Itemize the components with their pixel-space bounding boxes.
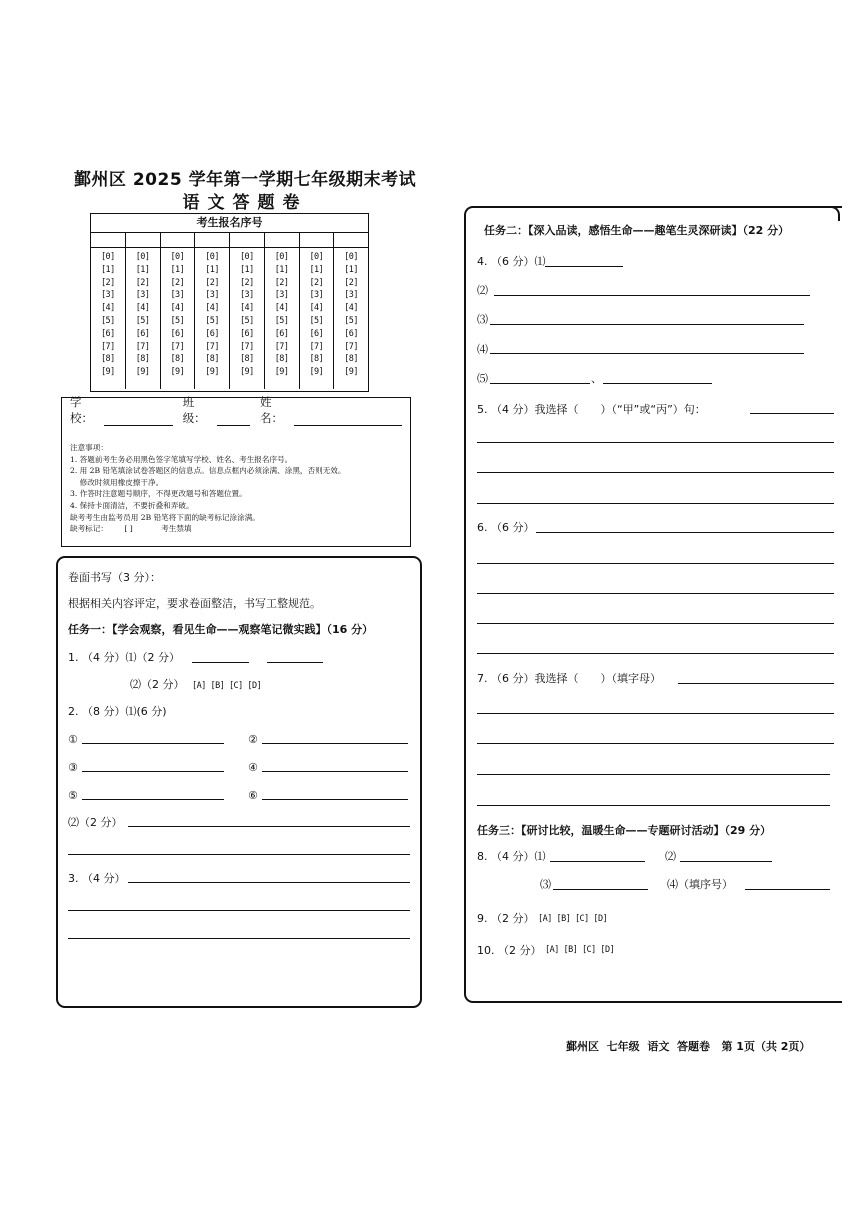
q7-answer-line[interactable] xyxy=(477,805,830,806)
exam-number-bubble[interactable]: [7] xyxy=(309,341,324,352)
q5-answer-line[interactable] xyxy=(750,413,834,414)
exam-number-bubble[interactable]: [7] xyxy=(170,341,185,352)
q2-answer-1[interactable] xyxy=(82,743,224,744)
q6-answer-line[interactable] xyxy=(477,563,834,564)
q5-answer-line[interactable] xyxy=(477,442,834,443)
q2-answer-5[interactable] xyxy=(82,799,224,800)
note-line: 2. 用 2B 铅笔填涂试卷答题区的信息点。信息点框内必须涂满、涂黑，否则无效。 xyxy=(70,466,346,476)
exam-number-bubble[interactable]: [8] xyxy=(309,354,324,365)
absent-note: 考生禁填 xyxy=(161,524,192,534)
exam-number-column xyxy=(265,248,300,389)
exam-number-bubble[interactable]: [4] xyxy=(274,303,289,314)
exam-number-label: 考生报名序号 xyxy=(91,214,368,233)
exam-number-write-cell[interactable] xyxy=(230,233,265,247)
q7-answer-line[interactable] xyxy=(678,683,834,684)
q7-answer-line[interactable] xyxy=(477,743,834,744)
exam-number-column xyxy=(126,248,161,389)
q10-options[interactable]: [A] [B] [C] [D] xyxy=(545,945,615,955)
exam-number-bubble[interactable]: [6] xyxy=(309,328,324,339)
note-line: 1. 答题前考生务必用黑色签字笔填写学校、姓名、考生报名序号。 xyxy=(70,454,293,464)
exam-number-write-cell[interactable] xyxy=(265,233,300,247)
q8-2-label: ⑵ xyxy=(665,850,676,863)
q8-2-answer[interactable] xyxy=(680,861,772,862)
absent-label: 缺考标记： xyxy=(70,524,108,534)
exam-number-bubble[interactable]: [1] xyxy=(344,264,359,275)
exam-number-bubble[interactable]: [2] xyxy=(274,277,289,288)
note-line: 缺考考生由监考员用 2B 铅笔将下面的缺考标记涂涂满。 xyxy=(70,512,260,522)
exam-number-bubble[interactable]: [9] xyxy=(170,367,185,378)
exam-number-bubble[interactable]: [1] xyxy=(309,264,324,275)
q6-answer-line[interactable] xyxy=(477,623,834,624)
q7-answer-line[interactable] xyxy=(477,713,834,714)
exam-number-write-cell[interactable] xyxy=(161,233,196,247)
q1-2-label: ⑵（2 分） xyxy=(130,678,185,691)
exam-number-grid xyxy=(90,213,369,392)
exam-number-bubble[interactable]: [9] xyxy=(274,367,289,378)
exam-number-bubble[interactable]: [7] xyxy=(274,341,289,352)
q6-answer-line[interactable] xyxy=(536,532,834,533)
exam-number-bubble[interactable]: [6] xyxy=(239,328,254,339)
exam-number-bubble[interactable]: [5] xyxy=(100,315,115,326)
q5-answer-line[interactable] xyxy=(477,503,834,504)
exam-number-bubble[interactable]: [8] xyxy=(100,354,115,365)
exam-number-write-cell[interactable] xyxy=(126,233,161,247)
exam-number-bubble[interactable]: [9] xyxy=(344,367,359,378)
absent-mark-row xyxy=(70,523,402,535)
q4-mark-2: ⑵ xyxy=(477,284,488,297)
q2-mark-1: ① xyxy=(68,733,78,746)
exam-number-bubble[interactable]: [5] xyxy=(309,315,324,326)
q10-label: 10. （2 分） xyxy=(477,944,542,957)
exam-number-bubble[interactable]: [7] xyxy=(135,341,150,352)
q4-mark-5: ⑸ xyxy=(477,372,488,385)
exam-number-bubble[interactable]: [2] xyxy=(239,277,254,288)
exam-number-bubble[interactable]: [0] xyxy=(274,252,289,262)
q2-answer-6[interactable] xyxy=(262,799,408,800)
q2-2-label: ⑵（2 分） xyxy=(68,816,123,829)
exam-number-bubble[interactable]: [8] xyxy=(239,354,254,365)
exam-number-write-cell[interactable] xyxy=(91,233,126,247)
exam-number-bubble[interactable]: [2] xyxy=(135,277,150,288)
exam-number-bubble[interactable]: [1] xyxy=(170,264,185,275)
q6-label: 6. （6 分） xyxy=(477,521,535,534)
q3-answer-line[interactable] xyxy=(68,910,410,911)
exam-number-bubble[interactable]: [5] xyxy=(274,315,289,326)
exam-number-bubble[interactable]: [5] xyxy=(239,315,254,326)
exam-number-bubble[interactable]: [3] xyxy=(170,290,185,301)
exam-number-bubble[interactable]: [1] xyxy=(239,264,254,275)
exam-number-bubble[interactable]: [7] xyxy=(205,341,220,352)
exam-number-bubble[interactable]: [9] xyxy=(100,367,115,378)
exam-number-bubble[interactable]: [4] xyxy=(309,303,324,314)
q6-answer-line[interactable] xyxy=(477,653,834,654)
exam-number-column xyxy=(230,248,265,389)
exam-number-bubble[interactable]: [1] xyxy=(135,264,150,275)
q8-1-answer[interactable] xyxy=(550,861,645,862)
school-label: 学校： xyxy=(70,395,93,425)
q8-4-label: ⑷（填序号） xyxy=(667,878,733,891)
exam-number-bubble[interactable]: [0] xyxy=(135,252,150,262)
q3-answer-line[interactable] xyxy=(128,882,410,883)
exam-number-bubble[interactable]: [0] xyxy=(170,252,185,262)
exam-number-bubble[interactable]: [4] xyxy=(344,303,359,314)
exam-number-bubble[interactable]: [5] xyxy=(170,315,185,326)
q2-mark-5: ⑤ xyxy=(68,789,78,802)
q2-answer-2[interactable] xyxy=(262,743,408,744)
q4-separator: 、 xyxy=(591,372,602,385)
q2-mark-3: ③ xyxy=(68,761,78,774)
q5-answer-line[interactable] xyxy=(477,472,834,473)
note-line: 4. 保持卡面清洁，不要折叠和弄破。 xyxy=(70,500,194,510)
q8-1-label: 8. （4 分）⑴ xyxy=(477,850,546,863)
q3-label: 3. （4 分） xyxy=(68,872,126,885)
exam-title: 鄞州区 2025 学年第一学期七年级期末考试 xyxy=(73,170,417,190)
note-line: 修改时须用橡皮擦干净。 xyxy=(70,477,164,487)
absent-checkbox[interactable]: [ ] xyxy=(124,524,133,534)
q6-answer-line[interactable] xyxy=(477,593,834,594)
exam-number-bubble[interactable]: [5] xyxy=(344,315,359,326)
exam-number-bubble[interactable]: [0] xyxy=(100,252,115,262)
q9-label: 9. （2 分） xyxy=(477,912,535,925)
school-field[interactable] xyxy=(104,413,173,426)
exam-number-bubble[interactable]: [6] xyxy=(344,328,359,339)
q4-4-answer[interactable] xyxy=(490,353,804,354)
notes-title: 注意事项： xyxy=(70,443,108,452)
q8-4-answer[interactable] xyxy=(745,889,830,890)
exam-number-bubble[interactable]: [9] xyxy=(135,367,150,378)
exam-number-bubble[interactable]: [3] xyxy=(100,290,115,301)
exam-number-bubble[interactable]: [7] xyxy=(344,341,359,352)
exam-number-bubble[interactable]: [4] xyxy=(100,303,115,314)
exam-number-write-cell[interactable] xyxy=(195,233,230,247)
exam-number-bubble[interactable]: [0] xyxy=(239,252,254,262)
exam-number-bubble[interactable]: [9] xyxy=(205,367,220,378)
exam-number-bubble[interactable]: [7] xyxy=(239,341,254,352)
q2-mark-2: ② xyxy=(248,733,258,746)
exam-number-bubble[interactable]: [5] xyxy=(205,315,220,326)
exam-number-bubble[interactable]: [9] xyxy=(309,367,324,378)
q8-3-label: ⑶ xyxy=(540,878,551,891)
q2-mark-4: ④ xyxy=(248,761,258,774)
exam-number-bubble[interactable]: [0] xyxy=(309,252,324,262)
notes xyxy=(70,442,402,535)
exam-number-column xyxy=(195,248,230,389)
q4-mark-4: ⑷ xyxy=(477,343,488,356)
exam-number-bubble[interactable]: [7] xyxy=(100,341,115,352)
q1-1-label: 1. （4 分）⑴（2 分） xyxy=(68,651,180,664)
q7-answer-line[interactable] xyxy=(477,774,830,775)
q4-mark-3: ⑶ xyxy=(477,313,488,326)
exam-subtitle: 语文答题卷 xyxy=(182,193,308,213)
handwriting-desc: 根据相关内容评定，要求卷面整洁，书写工整规范。 xyxy=(68,597,321,610)
exam-number-bubble[interactable]: [3] xyxy=(344,290,359,301)
q8-3-answer[interactable] xyxy=(553,889,648,890)
exam-number-bubble[interactable]: [3] xyxy=(239,290,254,301)
exam-number-column xyxy=(300,248,335,389)
exam-number-bubble[interactable]: [3] xyxy=(205,290,220,301)
name-label: 姓名： xyxy=(260,395,283,425)
task2-title: 任务二：【深入品读，感悟生命——趣笔生灵深研读】（22 分） xyxy=(484,224,790,237)
exam-number-bubble[interactable]: [8] xyxy=(205,354,220,365)
exam-number-bubble[interactable]: [1] xyxy=(274,264,289,275)
task1-title: 任务一：【学会观察，看见生命——观察笔记微实践】（16 分） xyxy=(68,623,374,636)
student-info-box xyxy=(61,397,411,547)
exam-number-bubble[interactable]: [2] xyxy=(205,277,220,288)
exam-number-bubble[interactable]: [4] xyxy=(170,303,185,314)
q2-answer-4[interactable] xyxy=(262,771,408,772)
right-answer-panel xyxy=(464,206,842,1003)
q4-3-answer[interactable] xyxy=(490,324,804,325)
q1-2-options[interactable]: [A] [B] [C] [D] xyxy=(192,681,262,691)
q2-2-answer-line[interactable] xyxy=(128,826,410,827)
exam-number-bubble[interactable]: [6] xyxy=(170,328,185,339)
exam-number-bubble[interactable]: [0] xyxy=(205,252,220,262)
note-line: 3. 作答时注意题号顺序，不得更改题号和答题位置。 xyxy=(70,489,247,499)
q7-label: 7. （6 分）我选择（ ）（填字母） xyxy=(477,672,661,685)
exam-number-bubble[interactable]: [2] xyxy=(100,277,115,288)
exam-number-column xyxy=(91,248,126,389)
exam-number-bubble[interactable]: [0] xyxy=(344,252,359,262)
q5-label: 5. （4 分）我选择（ ）（“甲”或“丙”）句： xyxy=(477,403,706,416)
exam-number-write-cell[interactable] xyxy=(300,233,335,247)
q9-options[interactable]: [A] [B] [C] [D] xyxy=(538,914,608,924)
exam-number-bubble[interactable]: [2] xyxy=(309,277,324,288)
q1-1-answer-b[interactable] xyxy=(267,662,323,663)
exam-number-bubble[interactable]: [6] xyxy=(205,328,220,339)
exam-number-bubble-columns xyxy=(91,248,368,389)
exam-number-bubble[interactable]: [8] xyxy=(170,354,185,365)
student-info-row xyxy=(70,395,402,426)
q2-label: 2. （8 分）⑴(6 分) xyxy=(68,705,167,718)
exam-number-bubble[interactable]: [8] xyxy=(274,354,289,365)
exam-number-bubble[interactable]: [2] xyxy=(344,277,359,288)
exam-number-bubble[interactable]: [8] xyxy=(135,354,150,365)
name-field[interactable] xyxy=(294,413,402,426)
exam-number-bubble[interactable]: [4] xyxy=(239,303,254,314)
q2-2-answer-line[interactable] xyxy=(68,854,410,855)
class-field[interactable] xyxy=(217,413,250,426)
exam-number-bubble[interactable]: [6] xyxy=(100,328,115,339)
exam-number-write-row xyxy=(91,233,368,248)
exam-number-bubble[interactable]: [6] xyxy=(274,328,289,339)
exam-number-column xyxy=(161,248,196,389)
exam-number-bubble[interactable]: [5] xyxy=(135,315,150,326)
exam-number-bubble[interactable]: [3] xyxy=(135,290,150,301)
exam-number-column xyxy=(334,248,368,389)
q4-5-answer-a[interactable] xyxy=(490,383,590,384)
exam-number-bubble[interactable]: [3] xyxy=(309,290,324,301)
task3-title: 任务三：【研讨比较，温暖生命——专题研讨活动】（29 分） xyxy=(477,824,772,837)
exam-number-write-cell[interactable] xyxy=(334,233,368,247)
exam-number-bubble[interactable]: [3] xyxy=(274,290,289,301)
page-footer: 鄞州区 七年级 语文 答题卷 第 1页（共 2页） xyxy=(566,1040,811,1053)
exam-number-bubble[interactable]: [2] xyxy=(170,277,185,288)
q2-answer-3[interactable] xyxy=(82,771,224,772)
q4-2-answer[interactable] xyxy=(494,295,810,296)
q4-1-answer[interactable] xyxy=(545,266,623,267)
q1-1-answer-a[interactable] xyxy=(192,662,249,663)
exam-number-bubble[interactable]: [4] xyxy=(205,303,220,314)
class-label: 班级： xyxy=(182,395,206,425)
q3-answer-line[interactable] xyxy=(68,938,410,939)
q4-5-answer-b[interactable] xyxy=(603,383,712,384)
handwriting-score: 卷面书写（3 分）： xyxy=(68,571,161,584)
exam-number-bubble[interactable]: [6] xyxy=(135,328,150,339)
exam-number-bubble[interactable]: [4] xyxy=(135,303,150,314)
exam-number-bubble[interactable]: [1] xyxy=(205,264,220,275)
exam-number-bubble[interactable]: [9] xyxy=(239,367,254,378)
q2-mark-6: ⑥ xyxy=(248,789,258,802)
q4-label: 4. （6 分）⑴ xyxy=(477,255,546,268)
exam-number-bubble[interactable]: [8] xyxy=(344,354,359,365)
exam-number-bubble[interactable]: [1] xyxy=(100,264,115,275)
